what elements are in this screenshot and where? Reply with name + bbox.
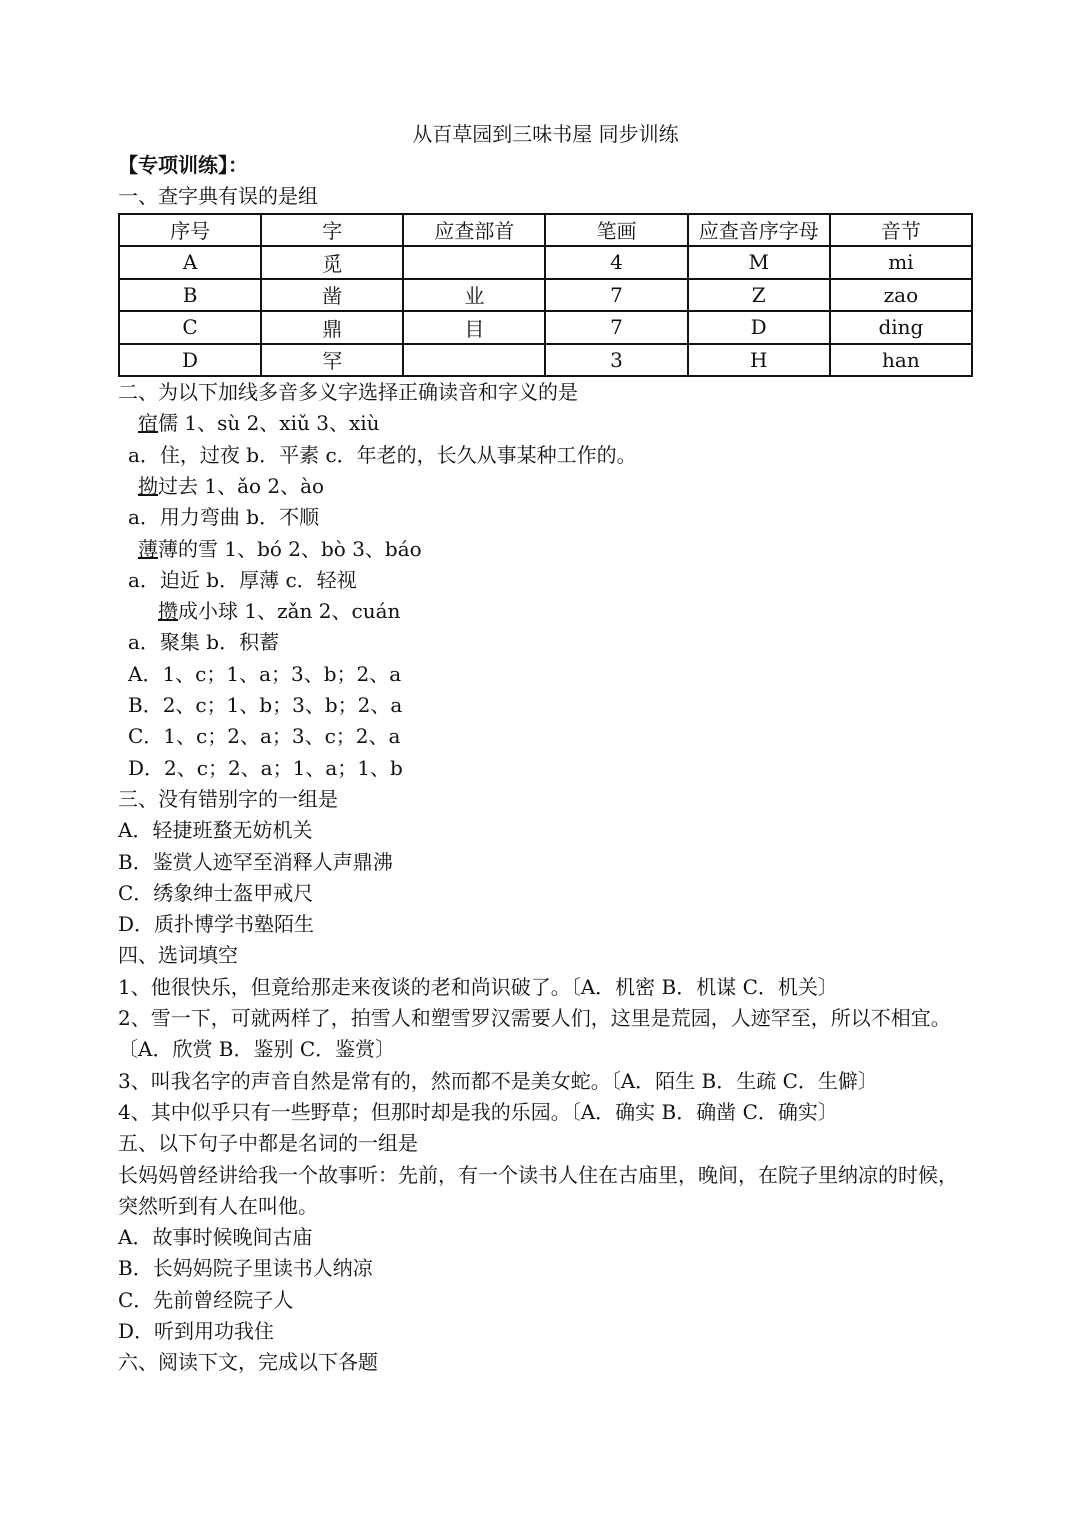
q5-heading: 五、以下句子中都是名词的一组是 (118, 1131, 418, 1156)
q5-passage: 长妈妈曾经讲给我一个故事听：先前，有一个读书人住在古庙里，晚间，在院子里纳凉的时候，突然听到有人在叫他。 (118, 1162, 958, 1218)
item-text: 儒 1、sù 2、xiǔ 3、xiù (158, 411, 380, 436)
underlined-char: 拗 (138, 473, 158, 498)
q2-option: A．1、c；1、a；3、b；2、a (128, 661, 402, 686)
table-cell: ding (830, 311, 972, 344)
q5-option: A．故事时候晚间古庙 (118, 1225, 313, 1250)
table-cell: 目 (403, 311, 545, 344)
q3-heading: 三、没有错别字的一组是 (118, 786, 338, 811)
table-cell: 凿 (261, 279, 403, 312)
item-text: 过去 1、ǎo 2、ào (158, 473, 325, 498)
underlined-char: 攒 (158, 599, 178, 624)
table-cell: A (119, 246, 261, 279)
q3-option: D．质扑博学书塾陌生 (118, 912, 315, 937)
q6-heading: 六、阅读下文，完成以下各题 (118, 1350, 378, 1375)
underlined-char: 宿 (138, 411, 158, 436)
table-cell: D (688, 311, 830, 344)
q2-item-2-meanings: a．用力弯曲 b．不顺 (128, 505, 320, 530)
q5-option: B．长妈妈院子里读书人纳凉 (118, 1256, 373, 1281)
q4-item: 〔A．欣赏 B．鉴别 C．鉴赏〕 (118, 1037, 396, 1062)
q4-item: 2、雪一下，可就两样了，拍雪人和塑雪罗汉需要人们，这里是荒园，人迹罕至，所以不相宜。 (118, 1006, 951, 1031)
q4-heading: 四、选词填空 (118, 943, 238, 968)
q2-option: D．2、c；2、a；1、a；1、b (128, 755, 403, 780)
item-text: 薄的雪 1、bó 2、bò 3、báo (158, 536, 422, 561)
table-cell: 7 (545, 311, 687, 344)
table-row (119, 279, 972, 312)
table-header-row (119, 214, 972, 247)
table-cell (403, 246, 545, 279)
table-header: 序号 (119, 214, 261, 247)
table-cell: zao (830, 279, 972, 312)
section-header: 【专项训练】： (118, 153, 248, 177)
q3-option: C．绣象绅士盔甲戒尺 (118, 880, 314, 905)
table-cell: 7 (545, 279, 687, 312)
table-cell: 3 (545, 344, 687, 377)
q2-heading: 二、为以下加线多音多义字选择正确读音和字义的是 (118, 380, 578, 405)
table-cell: han (830, 344, 972, 377)
table-cell: C (119, 311, 261, 344)
table-cell: H (688, 344, 830, 377)
table-header: 字 (261, 214, 403, 247)
q4-item: 3、叫我名字的声音自然是常有的，然而都不是美女蛇。〔A．陌生 B．生疏 C．生僻〕 (118, 1068, 878, 1093)
underlined-char: 薄 (138, 536, 158, 561)
q2-option: C．1、c；2、a；3、c；2、a (128, 724, 401, 749)
q2-item-4-meanings: a．聚集 b．积蓄 (128, 630, 280, 655)
q2-item-1-meanings: a．住，过夜 b．平素 c．年老的，长久从事某种工作的。 (128, 442, 637, 467)
table-cell: 觅 (261, 246, 403, 279)
q3-option: B．鉴赏人迹罕至消释人声鼎沸 (118, 849, 393, 874)
q2-item-4 (118, 596, 973, 627)
q1-heading: 一、查字典有误的是组 (118, 184, 318, 209)
q2-option: B．2、c；1、b；3、b；2、a (128, 693, 403, 718)
q2-item-3-meanings: a．迫近 b．厚薄 c．轻视 (128, 567, 357, 592)
table-cell: 罕 (261, 344, 403, 377)
q3-option: A．轻捷班蝥无妨机关 (118, 818, 313, 843)
table-cell: 业 (403, 279, 545, 312)
q2-item-3 (118, 534, 973, 565)
table-row (119, 311, 972, 344)
q5-option: D．听到用功我住 (118, 1319, 275, 1343)
table-cell: mi (830, 246, 972, 279)
worksheet-page (118, 118, 973, 1379)
table-row (119, 246, 972, 279)
table-cell: M (688, 246, 830, 279)
table-cell (403, 344, 545, 377)
page-title: 从百草园到三味书屋 同步训练 (412, 122, 679, 146)
table-cell: Z (688, 279, 830, 312)
table-header: 音节 (830, 214, 972, 247)
table-cell: B (119, 279, 261, 312)
table-cell: 鼎 (261, 311, 403, 344)
q2-item-2 (118, 471, 973, 502)
dictionary-table (118, 213, 973, 378)
table-header: 应查音序字母 (688, 214, 830, 247)
q2-item-1 (118, 408, 973, 439)
table-cell: 4 (545, 246, 687, 279)
table-cell: D (119, 344, 261, 377)
q4-item: 4、其中似乎只有一些野草；但那时却是我的乐园。〔A．确实 B．确凿 C．确实〕 (118, 1099, 838, 1124)
q5-option: C．先前曾经院子人 (118, 1287, 294, 1312)
table-row (119, 344, 972, 377)
table-header: 应查部首 (403, 214, 545, 247)
item-text: 成小球 1、zǎn 2、cuán (178, 599, 401, 624)
table-header: 笔画 (545, 214, 687, 247)
q4-item: 1、他很快乐，但竟给那走来夜谈的老和尚识破了。〔A．机密 B．机谋 C．机关〕 (118, 974, 838, 999)
